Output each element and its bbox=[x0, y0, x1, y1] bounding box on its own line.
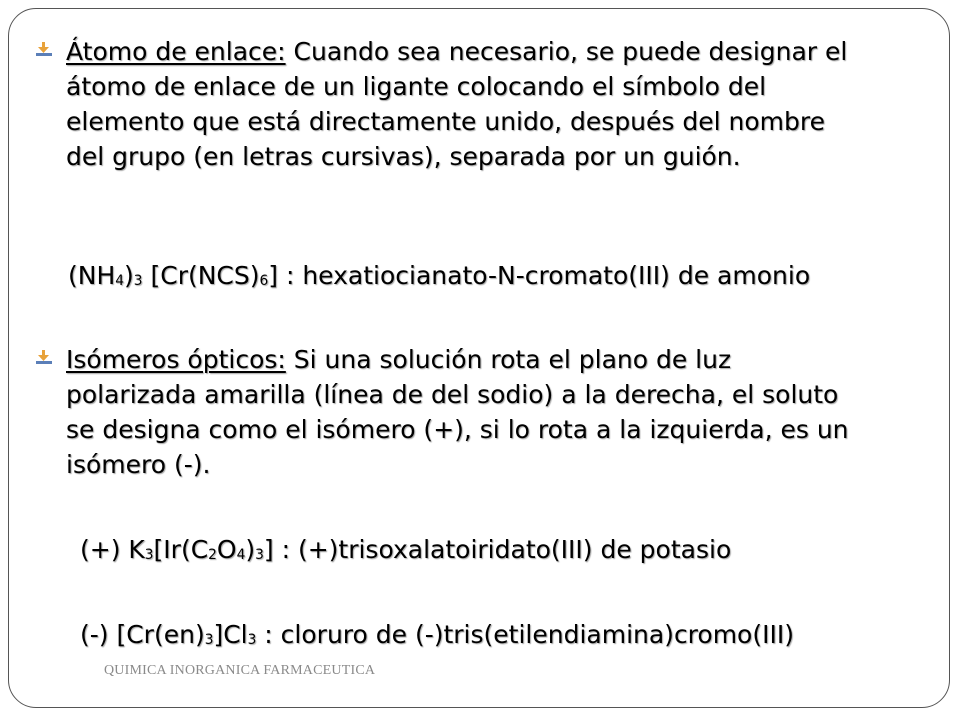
formula-part: ) bbox=[124, 261, 134, 290]
formula-tris-ethylenediamine-chromium-chloride bbox=[80, 617, 794, 657]
bullet-item-atomo-de-enlace bbox=[66, 34, 866, 174]
formula-part: [Cr(NCS) bbox=[142, 261, 260, 290]
formula-potassium-trisoxalatoiridate bbox=[80, 532, 731, 572]
subscript: 2 bbox=[208, 546, 217, 563]
formula-part: O bbox=[216, 535, 237, 564]
subscript: 4 bbox=[236, 546, 246, 563]
formula-part: ] : (+)trisoxalatoiridato(III) de potasio bbox=[263, 535, 732, 564]
subscript: 3 bbox=[133, 272, 143, 289]
subscript: 3 bbox=[255, 546, 264, 563]
formula-part: : cloruro de (-)tris(etilendiamina)cromo(III) bbox=[256, 620, 794, 649]
bullet-item-isomeros-opticos bbox=[66, 342, 866, 482]
bullet-arrow-icon bbox=[36, 42, 52, 56]
formula-part: (+) K bbox=[80, 535, 145, 564]
subscript: 3 bbox=[204, 631, 214, 648]
subscript: 4 bbox=[115, 272, 125, 289]
subscript: 6 bbox=[259, 272, 269, 289]
subscript: 3 bbox=[247, 631, 257, 648]
formula-ammonium-hexathiocyanatochromate bbox=[68, 258, 810, 298]
subscript: 3 bbox=[144, 546, 154, 563]
bullet-arrow-icon bbox=[36, 350, 52, 364]
formula-part: ) bbox=[245, 535, 256, 564]
formula-part: (NH bbox=[68, 261, 116, 290]
definition-atomo-de-enlace: Cuando sea necesario, se puede designar el átomo de enlace de un ligante colocando el símbolo del elemento que está directamente unido, después del nombre del grupo (en letras cursivas), separada por un guión. bbox=[66, 37, 848, 171]
term-isomeros-opticos: Isómeros ópticos: bbox=[66, 345, 286, 374]
formula-part: ]Cl bbox=[213, 620, 248, 649]
footer-course-title: QUIMICA INORGANICA FARMACEUTICA bbox=[104, 663, 376, 678]
term-atomo-de-enlace: Átomo de enlace: bbox=[66, 37, 286, 66]
formula-part: (-) [Cr(en) bbox=[80, 620, 205, 649]
formula-part: [Ir(C bbox=[153, 535, 209, 564]
formula-part: ] : hexatiocianato-N-cromato(III) de amonio bbox=[268, 261, 811, 290]
definition-isomeros-opticos: Si una solución rota el plano de luz polarizada amarilla (línea de del sodio) a la derecha, el soluto se designa como el isómero (+), si lo rota a la izquierda, es un isómero (-). bbox=[66, 345, 849, 479]
